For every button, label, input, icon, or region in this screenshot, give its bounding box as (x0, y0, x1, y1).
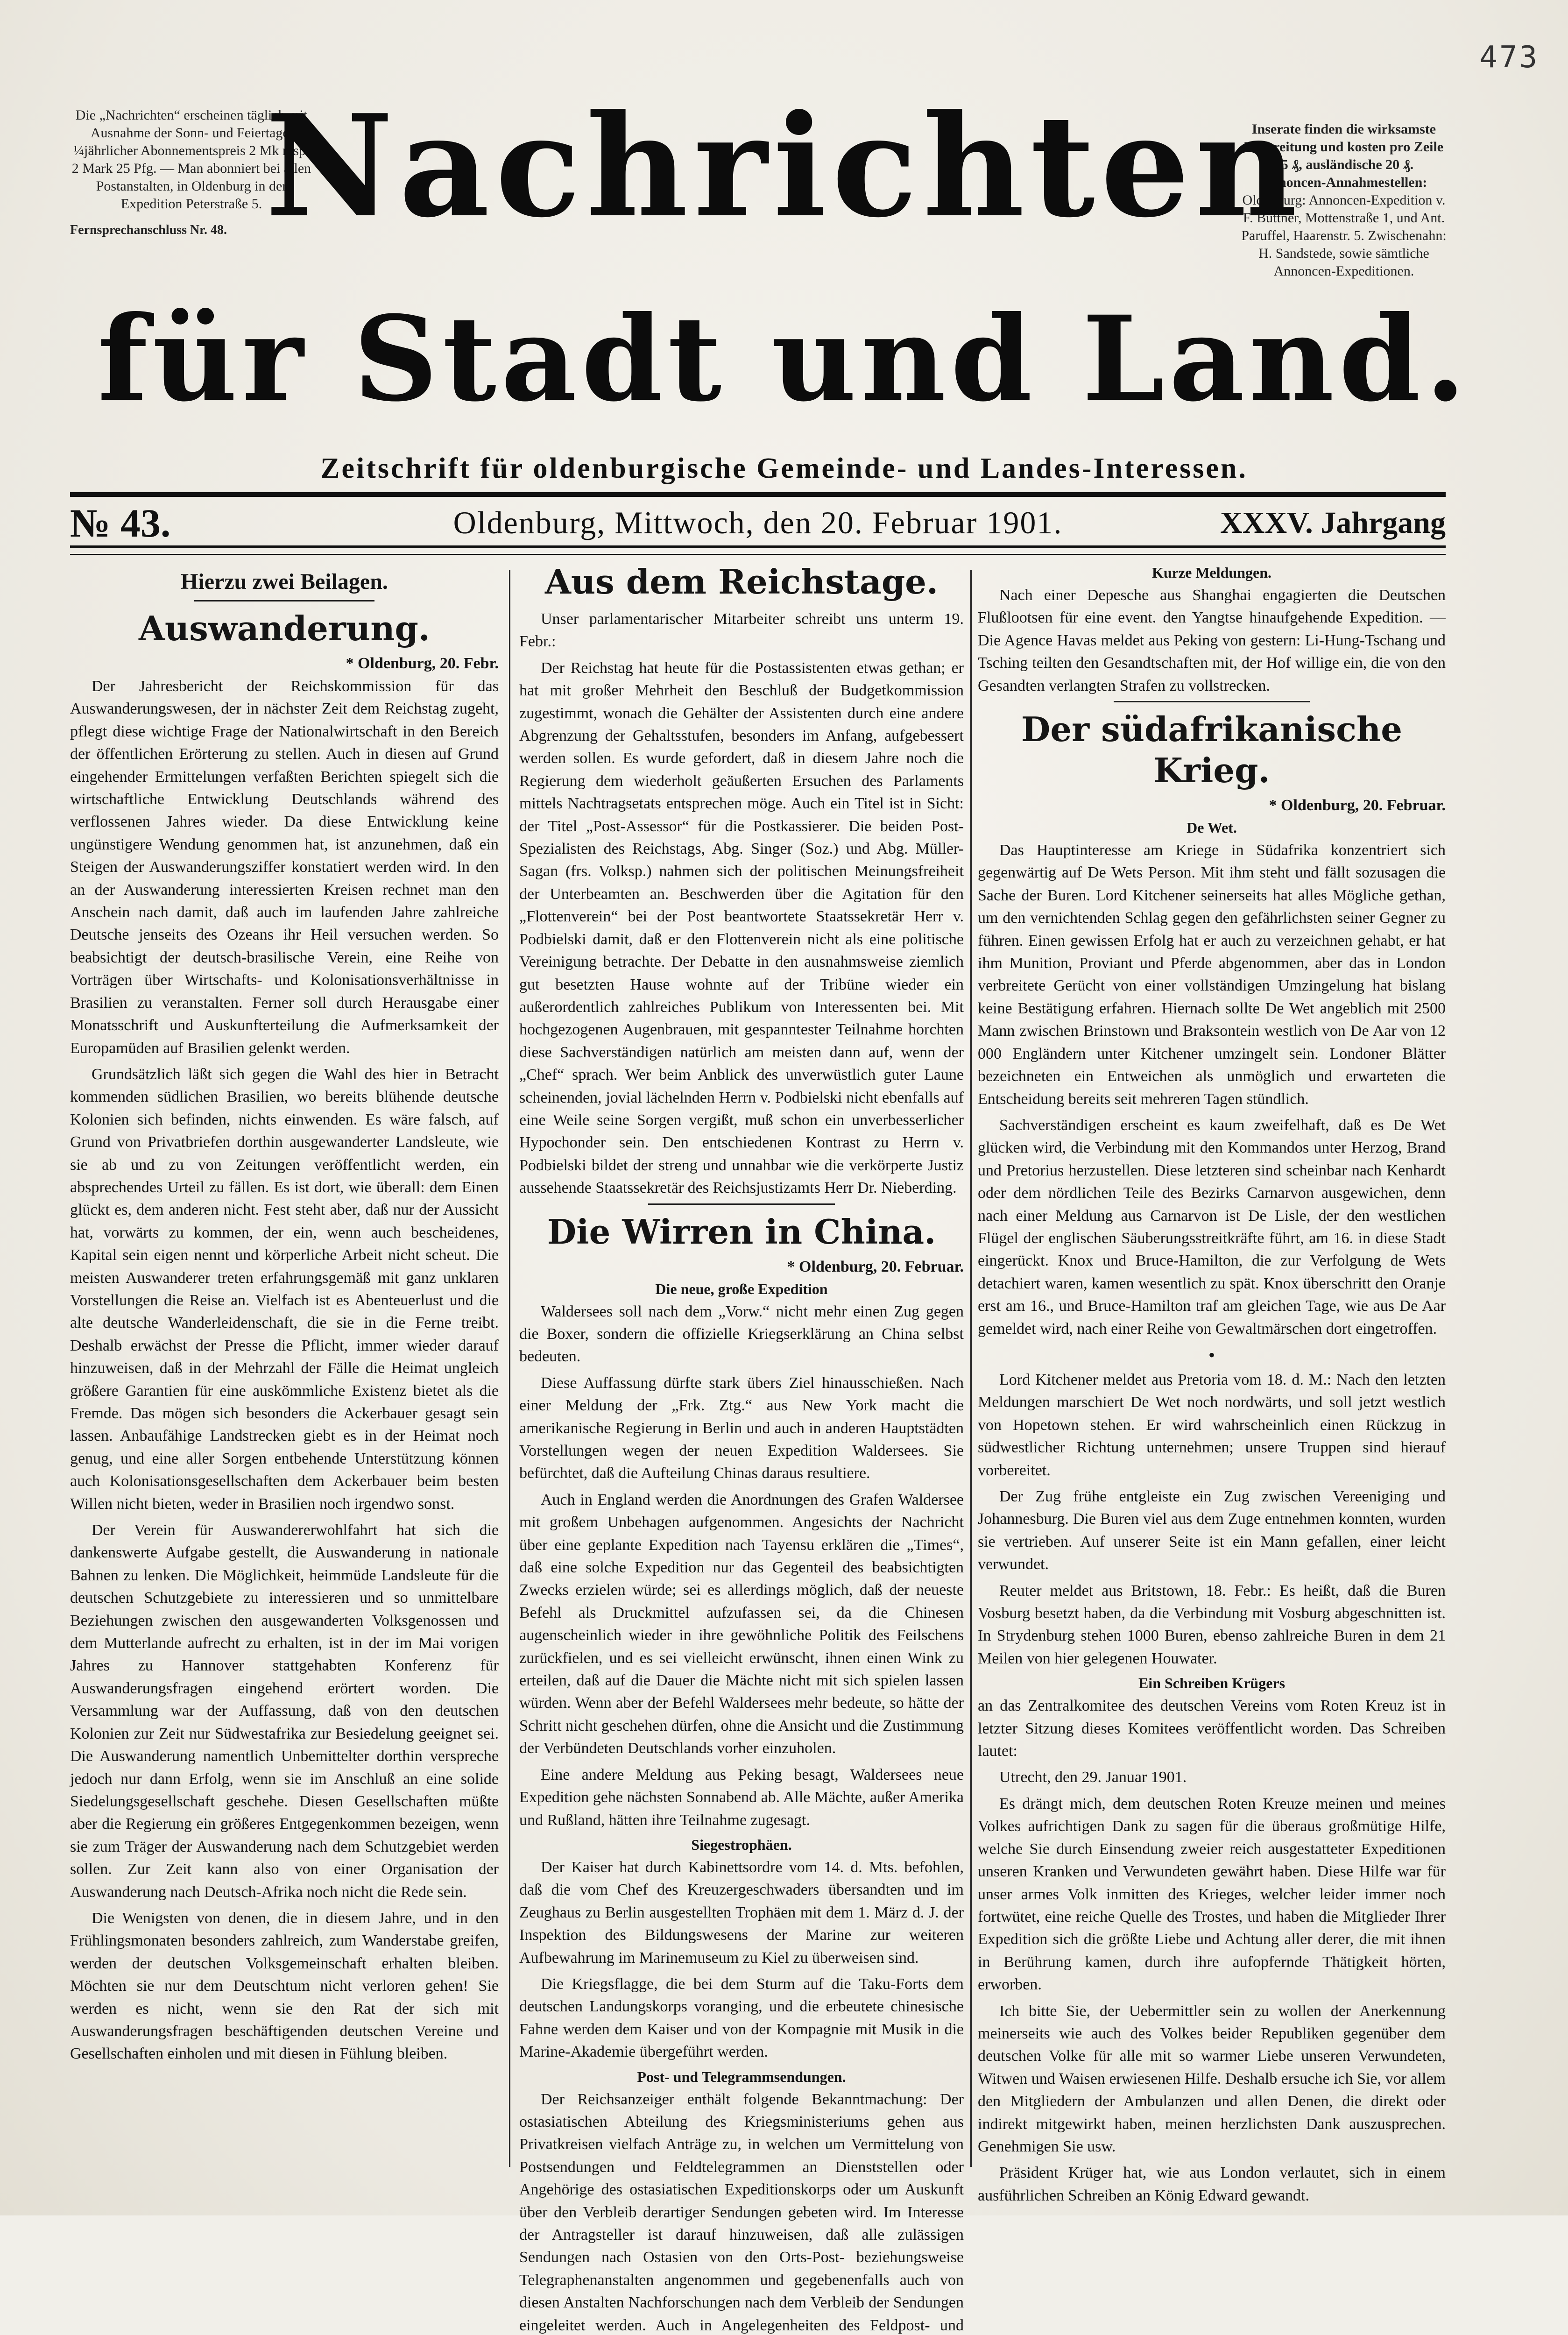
article-paragraph: Nach einer Depesche aus Shanghai engagierten die Deutschen Flußlootsen für eine event. den Yangtse hinaufgehende Expedition. — Die Agence Havas meldet aus Peking von gestern: Li-Hung-Tschang und Tsching teilten den Gesandtschaften mit, der Hof willige ein, die von den Gesandten verlangten Strafen zu vollstrecken. (978, 587, 1446, 694)
column-divider (509, 570, 510, 2167)
article-paragraph: Die Kriegsflagge, die bei dem Sturm auf die Taku-Forts dem deutschen Landungskorps voranging, und die erbeutete chinesische Fahne werden dem Kaiser und von der Kompagnie mit Musik in die Marine-Akademie übergeführt werden. (519, 1975, 964, 2061)
article-heading: Der südafrikanische Krieg. (1021, 709, 1403, 791)
page-number: 473 (1479, 40, 1539, 75)
article-paragraph: Waldersees soll nach dem „Vorw.“ nicht mehr einen Zug gegen die Boxer, sondern die offizielle Kriegserklärung an China selbst bedeuten. (519, 1302, 964, 1366)
issue-date: Oldenburg, Mittwoch, den 20. Februar 1901. (453, 505, 1063, 540)
article-paragraph: Der Zug frühe entgleiste ein Zug zwischen Vereeniging und Johannesburg. Die Buren viel aus dem Zuge entnehmen konnten, wurden sie vertrieben. Auf unserer Seite ist ein Mann gefallen, einer leicht verwundet. (978, 1488, 1446, 1573)
column-divider (970, 570, 972, 2167)
column-1 (70, 559, 499, 2069)
ear-right-text: Inserate finden die wirksamste Verbreitung und kosten pro Zeile 15 ₰, ausländische 20 ₰. (1244, 121, 1444, 172)
column-2 (519, 559, 964, 2335)
article-subheading: Die neue, große Expedition (655, 1280, 828, 1297)
article-paragraph: Grundsätzlich läßt sich gegen die Wahl des hier in Betracht kommenden südlichen Brasilien, wo bereits blühende deutsche Kolonien sich befinden, nichts einwenden. Es wäre falsch, auf Grund von Privatbriefen dorthin ausgewanderter Landsleute, wie sie ab und zu von Zeitungen veröffentlicht werden, ein absprechendes Urteil zu fällen. Es ist dort, wie überall: dem Einen glückt es, dem anderen nicht. Fest steht aber, daß nur der Aussicht hat, vorwärts zu kommen, der ein, wenn auch bescheidenes, Kapital sein eigen nennt und körperliche Arbeit nicht scheut. Die meisten Auswanderer treten erfahrungsgemäß mit ganz unklaren Vorstellungen die Reise an. Vielfach ist es Abenteuerlust und die alte deutsche Wanderleidenschaft, die sie in die Ferne treibt. Deshalb erwächst der Presse die Pflicht, immer wieder darauf hinzuweisen, daß in der Mehrzahl der Fälle die Heimat ungleich größere Garantien für eine auskömmliche Existenz bietet als die Fremde. Das mögen sich besonders die Ackerbauer gesagt sein lassen. Anbaufähige Landstrecken giebt es in der Heimat noch genug, und eine aller Sorgen entbehende Unterstützung können auch Kolonisationsgesellschaften dem Ackerbauer beim besten Willen nicht bieten, weder in Brasilien noch irgendwo sonst. (70, 1065, 499, 1513)
article-place: * Oldenburg, 20. Februar. (787, 1258, 964, 1275)
separator-star: • (1208, 1344, 1215, 1366)
article-intro: Unser parlamentarischer Mitarbeiter schreibt uns unterm 19. Febr.: (519, 610, 964, 651)
article-heading: Die Wirren in China. (547, 1211, 936, 1252)
article-place: * Oldenburg, 20. Febr. (346, 655, 499, 672)
divider (1114, 701, 1310, 702)
rule-top (70, 492, 1446, 497)
supplements-banner: Hierzu zwei Beilagen. (181, 569, 388, 594)
article-paragraph: Die Wenigsten von denen, die in diesem Jahre, und in den Frühlingsmonaten besonders zahlreich, zum Wanderstabe greifen, werden der deutschen Volksgemeinschaft erhalten bleiben. Möchten sie nur dem Deutschtum nicht verloren gehen! Sie werden es nicht, wenn sie den Rat der sich mit Auswanderungsfragen beschäftigenden deutschen Vereine und Gesellschaften einholen und mit diesen in Fühlung bleiben. (70, 1909, 499, 2063)
ear-right-text2: Oldenburg: Annoncen-Expedition v. F. Büttner, Mottenstraße 1, und Ant. Paruffel, Haarenstr. 5. Zwischenahn: H. Sandstede, sowie sämtliche Annoncen-Expeditionen. (1241, 192, 1447, 279)
masthead-subtitle: Zeitschrift für oldenburgische Gemeinde- und Landes-Interessen. (320, 453, 1248, 484)
divider (194, 600, 374, 601)
masthead-title: Nachrichten (265, 84, 1303, 248)
letter-dateline: Utrecht, den 29. Januar 1901. (999, 1769, 1187, 1786)
article-subheading: Post- und Telegrammsendungen. (637, 2068, 846, 2085)
article-paragraph: Es drängt mich, dem deutschen Roten Kreuze meinen und meines Volkes aufrichtigen Dank zu sagen für die überaus großmütige Hilfe, welche Sie durch Einsendung zweier reich ausgestatteter Expeditionen unseren Kranken und Verwundeten gewährt haben. Diese Hilfe war für unser armes Volk inmitten des Krieges, welcher leider immer noch fortwütet, eine reiche Quelle des Trostes, und haben die Mitglieder Ihrer Expedition sich die größte Liebe und Achtung aller derer, die mit ihnen in Berührung kamen, durch ihre aufopfernde Thätigkeit hörten, erworben. (978, 1795, 1446, 1994)
article-place: * Oldenburg, 20. Februar. (1269, 797, 1446, 814)
rule-bottom (70, 545, 1446, 548)
article-paragraph: Präsident Krüger hat, wie aus London verlautet, sich in einem ausführlichen Schreiben an König Edward gewandt. (978, 2164, 1446, 2204)
article-subheading: Siegestrophäen. (691, 1836, 792, 1853)
article-heading: Aus dem Reichstage. (544, 562, 939, 601)
article-paragraph: Auch in England werden die Anordnungen des Grafen Waldersee mit großem Unbehagen aufgenommen. Angesichts der Nachricht über eine geplante Expedition nach Tayensu erklären die „Times“, daß eine solche Expedition nur das Gegenteil des beabsichtigten Zwecks erzielen würde; sei es allerdings möglich, daß der neueste Befehl als Druckmittel aufzufassen sei, da die Chinesen augenscheinlich wieder in ihre gewöhnliche Politik des Feilschens zurückfielen, und es sei vielleicht erwünscht, ihnen einen Wink zu erteilen, daß auf die Dauer die Mächte nicht mit sich spielen lassen würden. Wenn aber der Befehl Waldersees mehr bedeute, so hätte der Schritt nicht geschehen dürfen, ohne die Ansicht und die Zustimmung der Verbündeten Deutschlands vorher einzuholen. (519, 1491, 964, 1757)
volume-year: XXXV. Jahrgang (1220, 506, 1446, 540)
article-paragraph: an das Zentralkomitee des deutschen Vereins vom Roten Kreuz ist in letzter Sitzung dieses Komitees veröffentlicht worden. Das Schreiben lautet: (978, 1697, 1446, 1760)
column-3 (978, 559, 1446, 2211)
article-paragraph: Das Hauptinteresse am Kriege in Südafrika konzentriert sich gegenwärtig auf De Wets Person. Mit ihm steht und fällt sozusagen die Sache der Buren. Lord Kitchener seinerseits hat alles Mögliche gethan, um den vernichtenden Schlag gegen den gefährlichsten seiner Gegner zu führen. Einen gewissen Erfolg hat er auch zu verzeichnen gehabt, er hat ihm Munition, Proviant und Pferde abgenommen, aber das in London verbreitete Gerücht von einer vollständigen Umzingelung hat bislang keine Bestätigung erfahren. Hiernach sollte De Wet angeblich mit 2500 Mann zwischen Brinstown und Braksontein westlich von De Aar von 12 000 Engländern unter Kitchener umzingelt sein. Londoner Blätter bezeichneten ein Entweichen als unmöglich und erwarteten die Entscheidung bereits seit mehreren Tagen stündlich. (978, 842, 1446, 1108)
article-paragraph: Der Verein für Auswandererwohlfahrt hat sich die dankenswerte Aufgabe gestellt, die Auswanderung in nationale Bahnen zu lenken. Die Möglichkeit, heimmüde Landsleute für die deutschen Schutzgebiete zu interessieren und so unmittelbare Beziehungen zwischen den ausgewanderten Volksgenossen und dem Mutterlande aufrecht zu erhalten, ist in der im Mai vorigen Jahres zu Hannover stattgehabten Konferenz für Auswanderungsfragen eingehend erörtert worden. Die Versammlung war der Auffassung, daß von den deutschen Kolonien zur Zeit nur Südwestafrika zur Besiedelung geeignet sei. Die Auswanderung namentlich Unbemittelter dorthin verspreche jedoch nur dann Erfolg, wenn sie im Anschluß an eine solide Siedelungsgesellschaft geschehe. Diesen Gesellschaften müßte aber die Regierung ein größeres Entgegenkommen bezeigen, wenn sie zum Träger der Auswanderung nach dem Schutzgebiet werden sollen. Zur Zeit kann also von einer Organisation der Auswanderung nach Deutsch-Afrika noch nicht die Rede sein. (70, 1521, 499, 1901)
divider (648, 1203, 835, 1205)
article-paragraph: Diese Auffassung dürfte stark übers Ziel hinausschießen. Nach einer Meldung der „Frk. Ztg.“ aus New York macht die amerikanische Regierung in Berlin und auch in anderen Hauptstädten Vorstellungen wegen der neuen Expedition Waldersees. Sie befürchtet, daß die Aufteilung Chinas daraus resultiere. (519, 1374, 964, 1482)
article-paragraph: Der Kaiser hat durch Kabinettsordre vom 14. d. Mts. befohlen, daß die vom Chef des Kreuzergeschwaders übersandten und im Zeughaus zu Berlin ausgestellten Trophäen mit dem 1. März d. J. der Inspektion des Bildungswesens der Marine zur weiteren Aufbewahrung im Marinemuseum zu Kiel zu überweisen sind. (519, 1858, 964, 1967)
article-paragraph: Reuter meldet aus Britstown, 18. Febr.: Es heißt, daß die Buren Vosburg besetzt haben, da die Verbindung mit Vosburg abgeschnitten ist. In Strydenburg stehen 1000 Buren, ebenso zahlreiche Buren in dem 21 Meilen von hier gelegenen Houwater. (978, 1582, 1446, 1667)
rule-bottom-thin (70, 554, 1446, 555)
article-paragraph: Der Reichsanzeiger enthält folgende Bekanntmachung: Der ostasiatischen Abteilung des Kriegsministeriums gehen aus Privatkreisen vielfach Anträge zu, in welchen um Vermittelung von Postsendungen und Feldtelegrammen an Dienststellen oder Angehörige des ostasiatischen Expeditionskorps oder um Auskunft über den Verbleib derartiger Sendungen gebeten wird. Im Interesse der Antragsteller ist darauf hinzuweisen, daß alle zulässigen Sendungen nach Ostasien von den Orts-Post- beziehungsweise Telegraphenanstalten angenommen und gegebenenfalls auch von diesen Anstalten Nachforschungen nach dem Verbleib der Sendungen eingeleitet werden. Auch in Angelegenheiten des Feldpost- und (519, 2090, 964, 2334)
article-paragraph: Lord Kitchener meldet aus Pretoria vom 18. d. M.: Nach den letzten Meldungen marschiert De Wet noch nordwärts, und soll jetzt westlich von Hopetown stehen. Er wird wahrscheinlich einen Rückzug in südwestlicher Richtung unternehmen; unsere Truppen sind hierauf vorbereitet. (978, 1371, 1446, 1479)
issue-number: № 43. (70, 501, 171, 545)
article-subheading: Kurze Meldungen. (1152, 564, 1271, 581)
ear-right-heading: Annoncen-Annahmestellen: (1260, 175, 1427, 190)
article-paragraph: Der Reichstag hat heute für die Postassistenten etwas gethan; er hat mit großer Mehrheit den Beschluß der Budgetkommission zugestimmt, wonach die Gehälter der Assistenten durch eine andere Abgrenzung der Gehaltsstufen, besonders im Anfang, aufgebessert werden sollen. Es wurde gefordert, daß in diesem Jahre noch die Regierung dem wiederholt geäußerten Ersuchen des Parlaments mittels Nachtragsetats entsprechen möge. Auch ein Titel ist in Sicht: der Titel „Post-Assessor“ für die Postkassierer. Die beiden Post-Spezialisten des Reichstags, Abg. Singer (Soz.) und Abg. Müller-Sagan (frs. Volksp.) nahmen sich der politischen Meinungsfreiheit der Unterbeamten an. Beschwerden über die Agitation für den „Flottenverein“ bei der Post beantwortete Staatssekretär Herr v. Podbielski damit, daß er den Flottenverein nicht als eine politische Vereinigung betrachte. Der Debatte in den ausnahmsweise ziemlich gut besetzten Hause wohnte auf der Tribüne wieder ein außerordentlich zahlreiches Publikum von Interessenten bei. Mit hochgezogenen Augenbrauen, mit gespanntester Teilnahme horchten diese Sachverständigen natürlich am meisten dann auf, wenn der „Chef“ sprach. Wer beim Anblick des unverwüstlich guter Laune scheinenden, jovial lächelnden Herrn v. Podbielski nicht ebenfalls auf eine Weile seine Sorgen vergißt, muß schon ein unverbesserlicher Hypochonder sein. Den entschiedenen Kontrast zu Herrn v. Podbielski bildet der streng und unnahbar wie die verkörperte Justiz aussehende Staatssekretär des Reichsjustizamts Herr Dr. Nieberding. (519, 659, 964, 1197)
article-heading: Auswanderung. (139, 609, 430, 648)
article-paragraph: Eine andere Meldung aus Peking besagt, Waldersees neue Expedition gehe nächsten Sonnabend ab. Alle Mächte, außer Amerika und Rußland, hätten ihre Teilnahme zugesagt. (519, 1766, 964, 1829)
phone-line: Fernsprechanschluss Nr. 48. (70, 223, 227, 237)
article-paragraph: Der Jahresbericht der Reichskommission für das Auswanderungswesen, der in nächster Zeit dem Reichstag zugeht, pflegt diese wichtige Frage der Nationalwirtschaft in den Bereich der öffentlichen Erörterung zu stellen. Auch in diesen auf Grund eingehender Ermittelungen verfaßten Berichten spiegelt sich die wirtschaftliche Entwicklung Deutschlands während des verflossenen Jahres wieder. Da diese Entwicklung keine ungünstigere Wendung genommen hat, ist anzunehmen, daß ein Steigen der Auswanderungsziffer konstatiert werden wird. In den an der Auswanderung interessierten Kreisen rechnet man den Anschein nach damit, daß auch im laufenden Jahre zahlreiche Deutsche jenseits des Ozeans ihr Heil versuchen werden. So beabsichtigt der deutsch-brasilische Verein, eine Reihe von Vorträgen über Wirtschafts- und Kolonisationsverhältnisse in Brasilien zu veranstalten. Ferner soll durch Herausgabe einer Monatsschrift und Auskunfterteilung die Aufmerksamkeit der Europamüden auf Brasilien gelenkt werden. (70, 678, 499, 1057)
article-paragraph: Ich bitte Sie, der Uebermittler sein zu wollen der Anerkennung meinerseits wie auch des Volkes beider Republiken gegenüber dem deutschen Volke für alle mit so warmer Liebe unseren Verwundeten, Witwen und Waisen erwiesenen Hilfe. Deshalb ersuche ich Sie, vor allem den Mitgliedern der Ambulanzen und allen Denen, die direkt oder indirekt mitgewirkt haben, meinen herzlichsten Dank auszusprechen. Genehmigen Sie usw. (978, 2002, 1446, 2155)
ear-left-text: Die „Nachrichten“ erscheinen täglich mit Ausnahme der Sonn- und Feiertage. ¼jährlicher Abonnementspreis 2 Mk resp. 2 Mark 25 Pfg. — Man abonniert bei allen Postanstalten, in Oldenburg in der Expedition Peterstraße 5. (71, 107, 311, 212)
article-subheading: De Wet. (1187, 819, 1237, 836)
article-paragraph: Sachverständigen erscheint es kaum zweifelhaft, daß es De Wet glücken wird, die Verbindung mit den Kommandos unter Herzog, Brand und Pretorius herzustellen. Diese letzteren sind scheinbar nach Kenhardt oder dem nördlichen Teile des Bezirks Carnarvon ausgewichen, denn nach einer Meldung aus Carnarvon ist De Lisle, der den westlichen Flügel der englischen Säuberungsstreitkräfte führt, am 16. in diese Stadt eingerückt. Knox und Bruce-Hamilton, die zur Verfolgung de Wets detachiert waren, kamen wesentlich zu spät. Knox überschritt den Oranje erst am 16., und Bruce-Hamilton traf am gleichen Tage, wie aus De Aar gemeldet wird, nach einer Reihe von Gewaltmärschen dort eingetroffen. (978, 1116, 1446, 1337)
dateline (70, 499, 1446, 544)
masthead-title-line2: für Stadt und Land. (97, 290, 1471, 427)
article-subheading: Ein Schreiben Krügers (1138, 1675, 1285, 1692)
